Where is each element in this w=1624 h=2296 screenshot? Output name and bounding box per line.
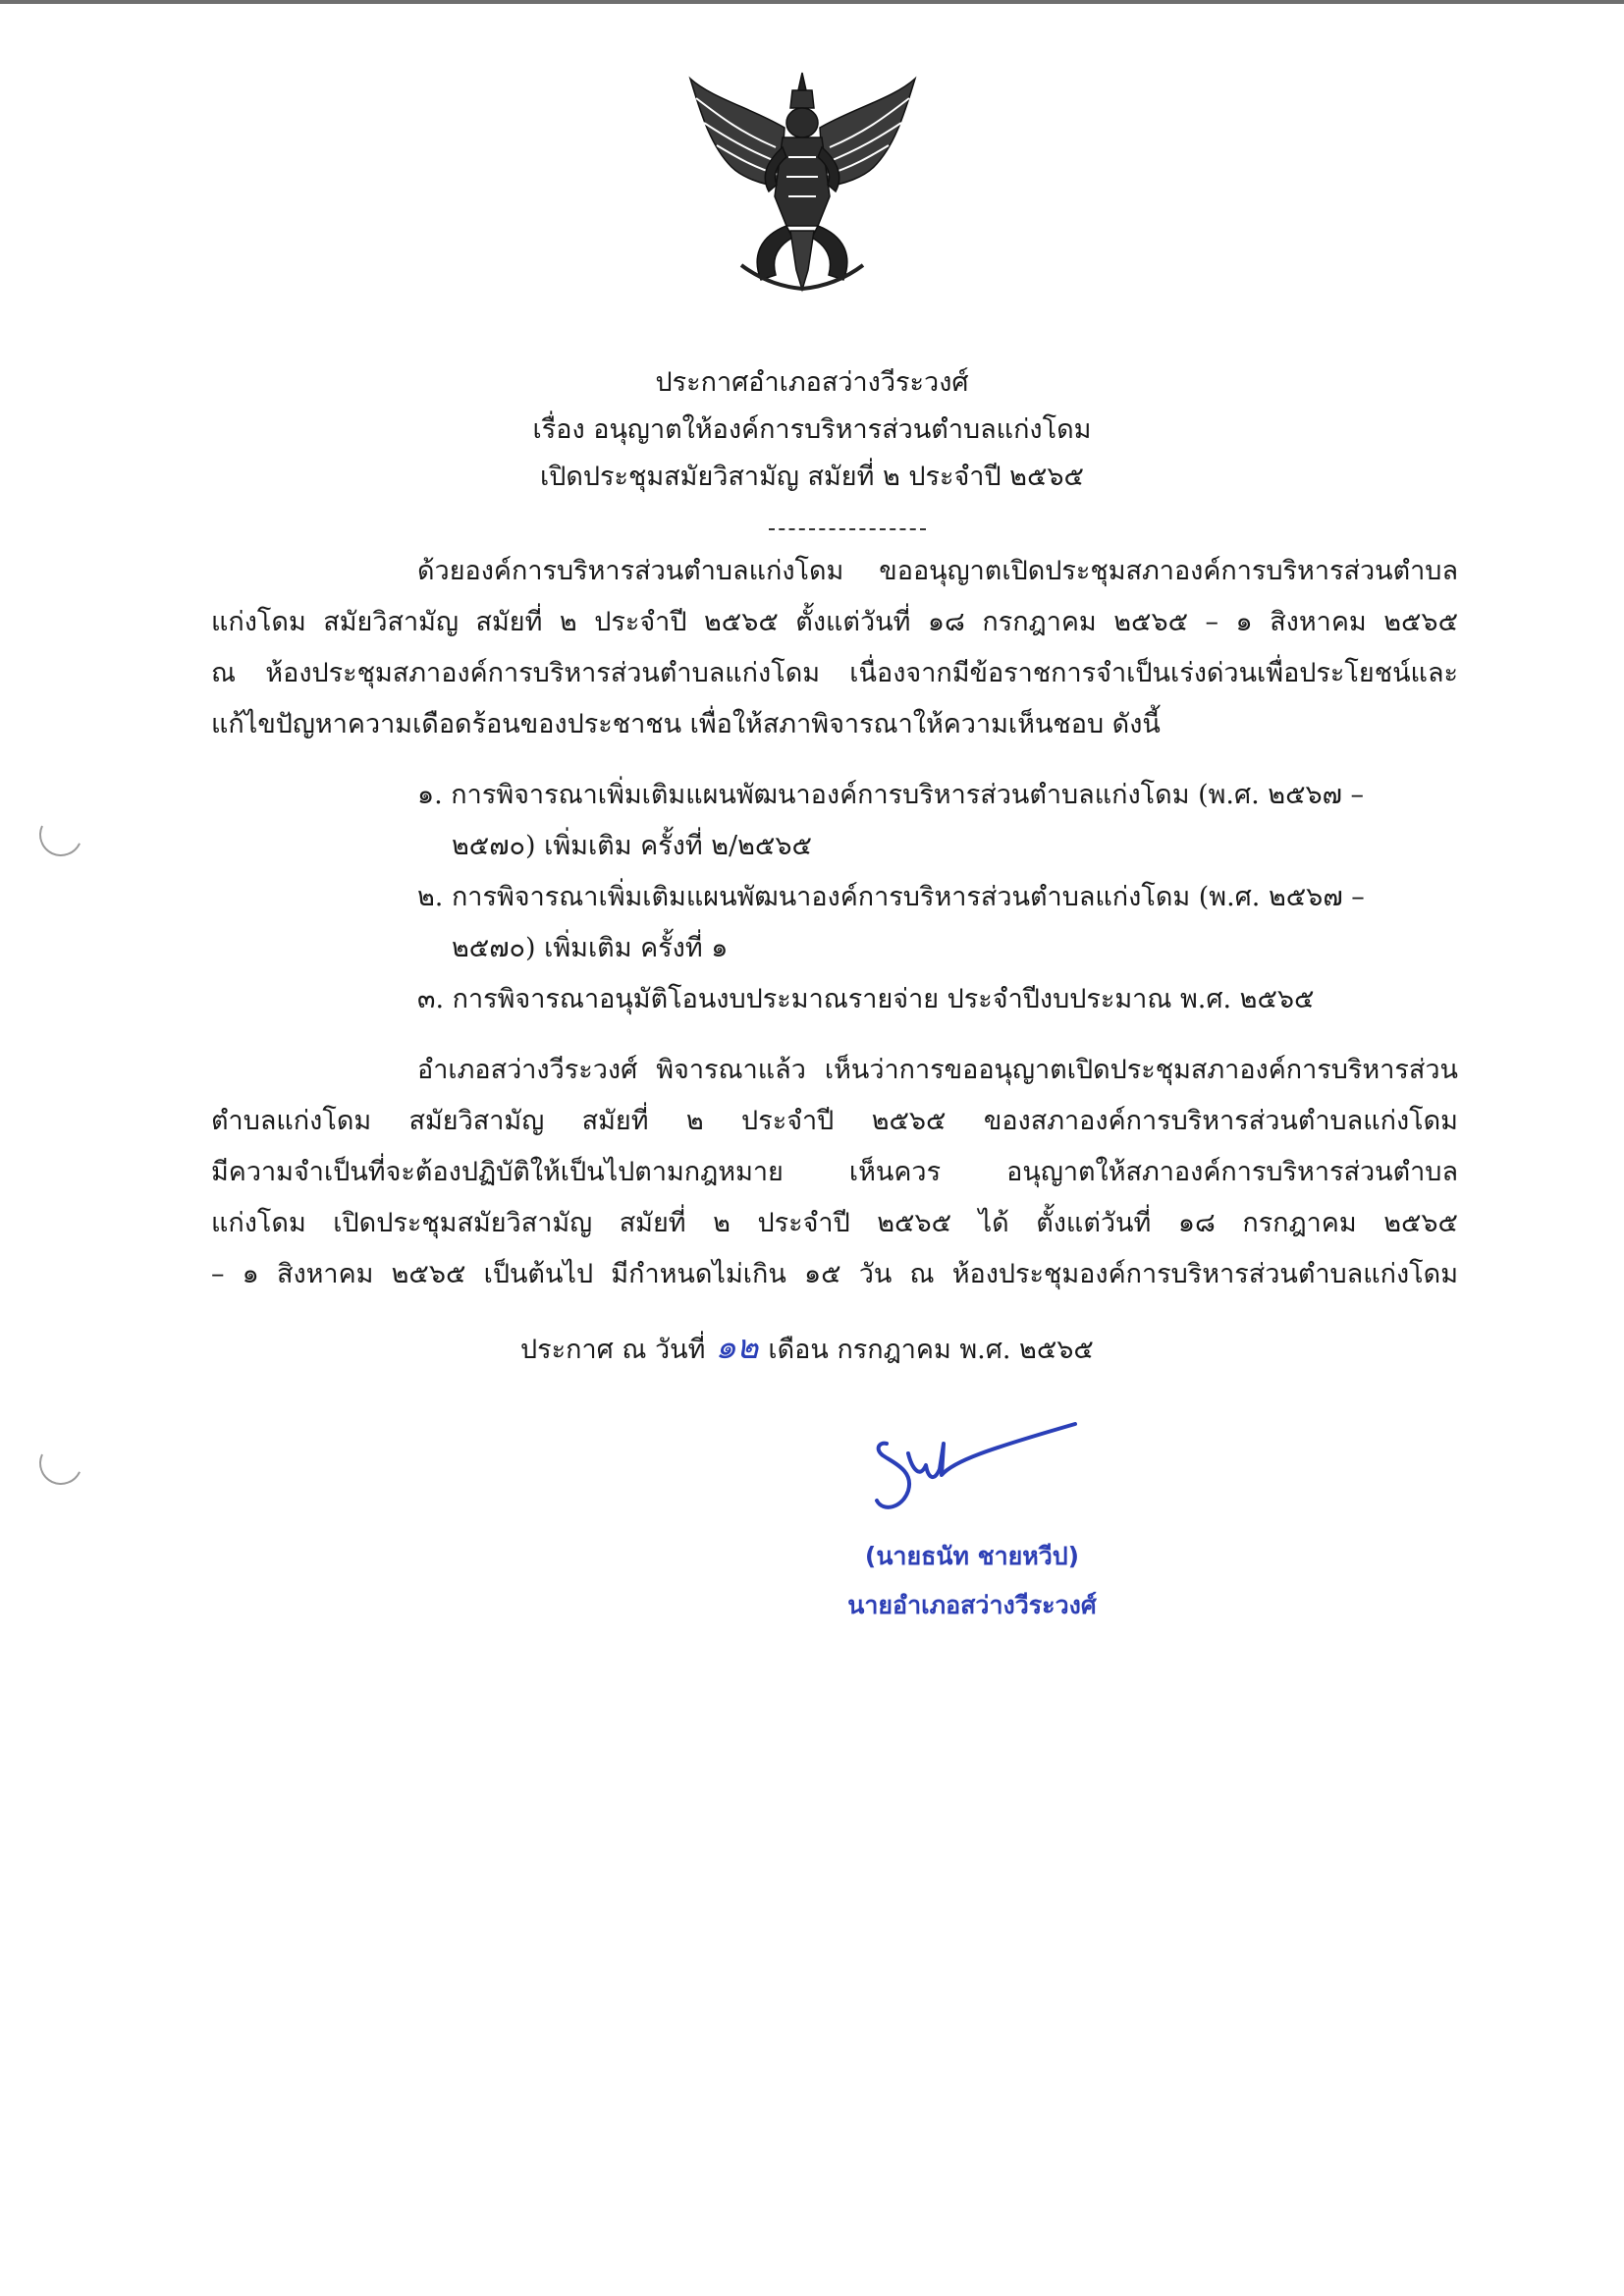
announcement-session: เปิดประชุมสมัยวิสามัญ สมัยที่ ๒ ประจำปี ๒๕๖๕ <box>540 462 1084 492</box>
date-prefix: ประกาศ ณ วันที่ <box>520 1335 706 1365</box>
signer-position: นายอำเภอสว่างวีระวงศ์ <box>847 1591 1097 1619</box>
paragraph-line: – ๑ สิงหาคม ๒๕๖๕ เป็นต้นไป มีกำหนดไม่เกิน ๑๕ วัน ณ ห้องประชุมองค์การบริหารส่วนตำบลแก่งโดม <box>211 1259 1458 1289</box>
punch-hole <box>33 807 88 862</box>
paragraph-line: แก่งโดม สมัยวิสามัญ สมัยที่ ๒ ประจำปี ๒๕๖๕ ตั้งแต่วันที่ ๑๘ กรกฎาคม ๒๕๖๕ – ๑ สิงหาคม ๒๕๖๕ <box>211 607 1458 637</box>
signer-name: (นายธนัท ชายหวีป) <box>864 1542 1080 1570</box>
announcement-title: ประกาศอำเภอสว่างวีระวงศ์ <box>655 367 969 398</box>
scan-edge <box>0 0 1624 4</box>
paragraph-line: อำเภอสว่างวีระวงศ์ พิจารณาแล้ว เห็นว่าการขออนุญาตเปิดประชุมสภาองค์การบริหารส่วน <box>417 1055 1458 1085</box>
agenda-item-1: ๑. การพิจารณาเพิ่มเติมแผนพัฒนาองค์การบริหารส่วนตำบลแก่งโดม (พ.ศ. ๒๕๖๗ – <box>417 780 1365 810</box>
punch-hole <box>33 1436 88 1491</box>
announcement-subject: เรื่อง อนุญาตให้องค์การบริหารส่วนตำบลแก่งโดม <box>532 414 1092 445</box>
header-divider <box>769 528 926 530</box>
signature-icon <box>869 1414 1085 1527</box>
agenda-item-1-continued: ๒๕๗๐) เพิ่มเติม ครั้งที่ ๒/๒๕๖๕ <box>452 831 812 861</box>
handwritten-day: ๑๒ <box>715 1328 759 1367</box>
agenda-item-2-continued: ๒๕๗๐) เพิ่มเติม ครั้งที่ ๑ <box>452 933 729 963</box>
date-suffix: เดือน กรกฎาคม พ.ศ. ๒๕๖๕ <box>768 1335 1094 1365</box>
agenda-item-3: ๓. การพิจารณาอนุมัติโอนงบประมาณรายจ่าย ประจำปีงบประมาณ พ.ศ. ๒๕๖๕ <box>417 984 1315 1014</box>
agenda-item-2: ๒. การพิจารณาเพิ่มเติมแผนพัฒนาองค์การบริหารส่วนตำบลแก่งโดม (พ.ศ. ๒๕๖๗ – <box>417 882 1365 912</box>
paragraph-line: ณ ห้องประชุมสภาองค์การบริหารส่วนตำบลแก่งโดม เนื่องจากมีข้อราชการจำเป็นเร่งด่วนเพื่อประโยชน์และ <box>211 658 1458 688</box>
announcement-date <box>520 1328 1094 1370</box>
paragraph-line: ตำบลแก่งโดม สมัยวิสามัญ สมัยที่ ๒ ประจำปี ๒๕๖๕ ของสภาองค์การบริหารส่วนตำบลแก่งโดม <box>211 1106 1458 1136</box>
paragraph-line: แก่งโดม เปิดประชุมสมัยวิสามัญ สมัยที่ ๒ ประจำปี ๒๕๖๕ ได้ ตั้งแต่วันที่ ๑๘ กรกฎาคม ๒๕๖๕ <box>211 1208 1458 1238</box>
paragraph-line: ด้วยองค์การบริหารส่วนตำบลแก่งโดม ขออนุญาตเปิดประชุมสภาองค์การบริหารส่วนตำบล <box>417 556 1458 586</box>
garuda-emblem-icon <box>682 69 923 295</box>
paragraph-line: แก้ไขปัญหาความเดือดร้อนของประชาชน เพื่อให้สภาพิจารณาให้ความเห็นชอบ ดังนี้ <box>211 709 1161 739</box>
paragraph-line: มีความจำเป็นที่จะต้องปฏิบัติให้เป็นไปตามกฎหมาย เห็นควร อนุญาตให้สภาองค์การบริหารส่วนตำบล <box>211 1157 1458 1187</box>
